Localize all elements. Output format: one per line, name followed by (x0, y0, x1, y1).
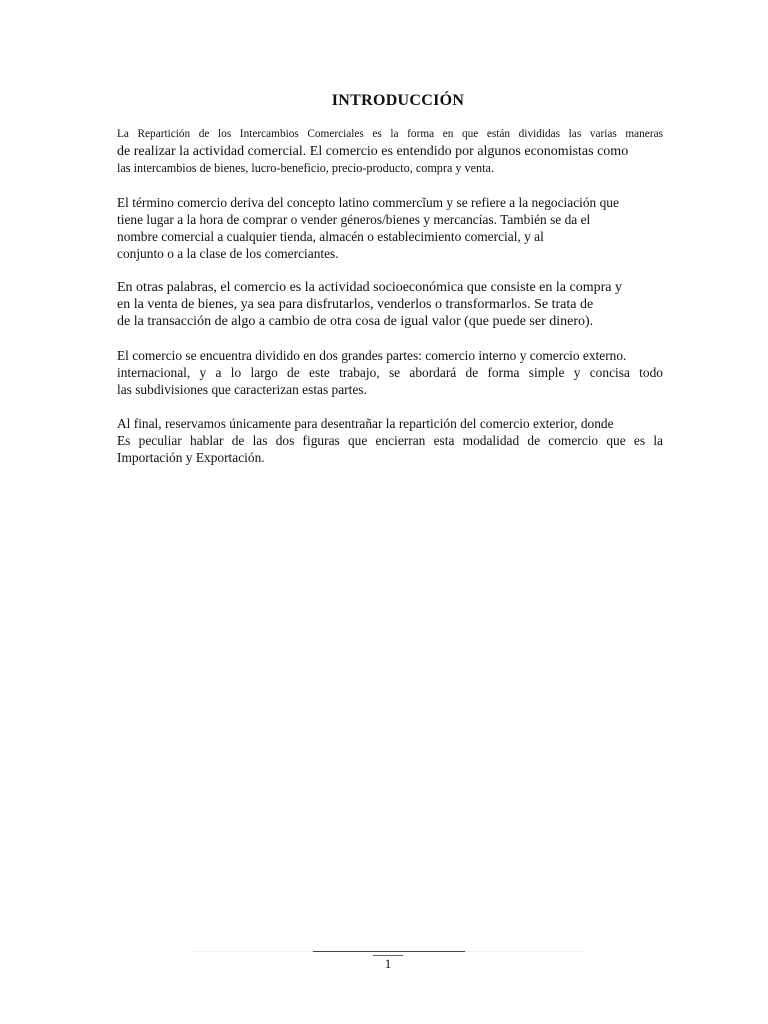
paragraph-4-line-2: internacional, y a lo largo de este trabajo, se abordará de forma simple y concisa todo (117, 365, 663, 380)
paragraph-3 (117, 279, 663, 330)
paragraph-4-line-1: El comercio se encuentra dividido en dos grandes partes: comercio interno y comercio externo. (117, 348, 627, 363)
paragraph-1-line-3: las intercambios de bienes, lucro-beneficio, precio-producto, compra y venta. (117, 161, 494, 175)
paragraph-5-line-2: Es peculiar hablar de las dos figuras que encierran esta modalidad de comercio que es la (117, 433, 663, 448)
paragraph-2 (117, 194, 663, 262)
page-number: 1 (384, 956, 392, 971)
paragraph-2-line-4: conjunto o a la clase de los comerciantes. (117, 246, 339, 261)
page-title: INTRODUCCIÓN (331, 92, 465, 109)
paragraph-5-line-1: Al final, reservamos únicamente para desentrañar la repartición del comercio exterior, donde (117, 416, 614, 431)
paragraph-2-line-3: nombre comercial a cualquier tienda, almacén o establecimiento comercial, y al (117, 229, 544, 244)
paragraph-3-line-2: en la venta de bienes, ya sea para disfrutarlos, venderlos o transformarlos. Se trata de (117, 297, 594, 312)
body-text (117, 126, 663, 483)
paragraph-2-line-1: El término comercio deriva del concepto latino commercĭum y se refiere a la negociación que (117, 195, 619, 210)
paragraph-1-line-2: de realizar la actividad comercial. El comercio es entendido por algunos economistas como (117, 144, 629, 159)
paragraph-1 (117, 126, 663, 177)
paragraph-3-line-3: de la transacción de algo a cambio de otra cosa de igual valor (que puede ser dinero). (117, 314, 594, 329)
paragraph-5 (117, 415, 663, 466)
paragraph-3-line-1: En otras palabras, el comercio es la actividad socioeconómica que consiste en la compra y (117, 280, 622, 295)
paragraph-4-line-3: las subdivisiones que caracterizan estas partes. (117, 382, 367, 397)
paragraph-1-line-1: La Repartición de los Intercambios Comerciales es la forma en que están divididas las varias maneras (117, 128, 663, 140)
paragraph-2-line-2: tiene lugar a la hora de comprar o vender géneros/bienes y mercancías. También se da el (117, 212, 591, 227)
paragraph-5-line-3: Importación y Exportación. (117, 450, 265, 465)
footer-rule (313, 951, 465, 952)
paragraph-4 (117, 347, 663, 398)
